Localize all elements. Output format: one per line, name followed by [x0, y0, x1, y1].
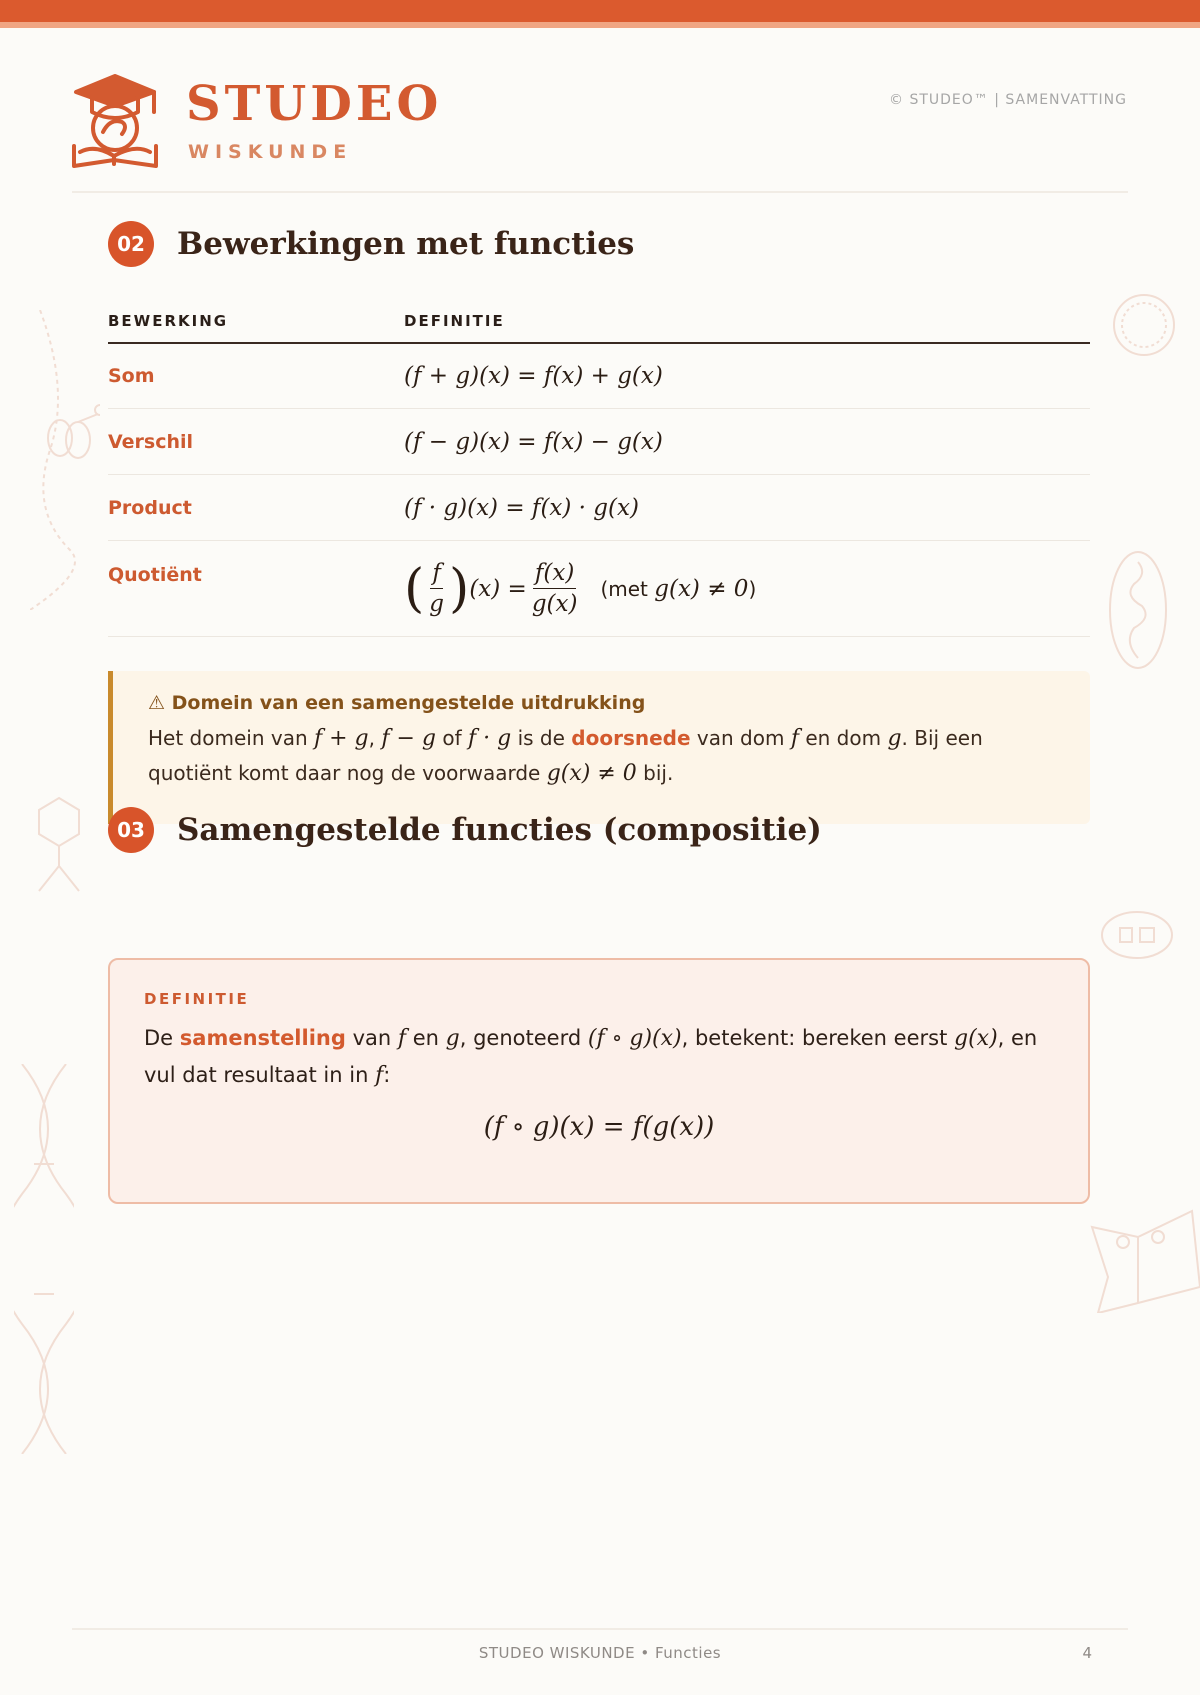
math: f + g: [313, 726, 369, 751]
section-number-badge: 02: [108, 221, 154, 267]
math: g(x) ≠ 0: [546, 761, 637, 786]
decorative-chip-icon: [1100, 910, 1174, 964]
operation-name: Product: [108, 496, 192, 519]
condition: [600, 576, 756, 602]
table-row: [108, 541, 1090, 637]
section-title: Samengestelde functies (compositie): [177, 812, 822, 848]
copyright-notice: © STUDEO™ | SAMENVATTING: [889, 92, 1127, 108]
warning-title: ⚠ Domein van een samengestelde uitdrukking: [148, 692, 646, 714]
column-header-definition: DEFINITIE: [404, 312, 505, 330]
highlight-term: doorsnede: [571, 726, 691, 750]
text: bij.: [643, 761, 674, 785]
top-accent-bar: [0, 0, 1200, 22]
math: (f ∘ g)(x): [587, 1026, 682, 1051]
decorative-map-icon: [1088, 1207, 1200, 1317]
math: g(x): [954, 1026, 998, 1051]
operation-name: Som: [108, 365, 155, 387]
table-row: [108, 409, 1090, 475]
paren-close: ): [449, 558, 470, 619]
brand-name: STUDEO: [186, 76, 443, 132]
highlight-term: samenstelling: [179, 1026, 346, 1050]
definition-body: [144, 1020, 1054, 1094]
operations-table: [108, 300, 1090, 637]
operation-formula: [404, 541, 1090, 636]
operation-name: Quotiënt: [108, 564, 202, 586]
condition-text: (met: [600, 576, 648, 601]
page-number: 4: [1082, 1644, 1092, 1662]
fraction-numerator: f: [430, 559, 443, 589]
text: . Bij een quotiënt komt daar nog de voorwaarde: [148, 726, 983, 785]
text: :: [383, 1063, 391, 1087]
brand-subtitle: WISKUNDE: [188, 141, 353, 163]
text: van: [352, 1026, 392, 1050]
header-divider: [72, 191, 1128, 193]
fraction-denominator: g: [429, 591, 445, 617]
decorative-dna-left-icon: [30, 310, 100, 614]
section-heading-02: [108, 221, 634, 267]
operation-formula: (f − g)(x) = f(x) − g(x): [404, 428, 663, 455]
decorative-helix-icon: [14, 1064, 74, 1458]
decorative-cell-icon: [1108, 550, 1168, 674]
text: en: [412, 1026, 439, 1050]
fraction: [530, 559, 580, 618]
formula-part: (x) =: [469, 575, 527, 602]
text: of: [442, 726, 462, 750]
footer-divider: [72, 1628, 1128, 1630]
graduation-book-logo-icon: [70, 72, 160, 168]
top-accent-stripe: [0, 22, 1200, 28]
definition-label: DEFINITIE: [144, 990, 250, 1008]
text: Het domein van: [148, 726, 308, 750]
text: is de: [517, 726, 565, 750]
text: De: [144, 1026, 174, 1050]
math: f: [790, 726, 799, 751]
table-row: [108, 475, 1090, 541]
column-header-operation: BEWERKING: [108, 312, 229, 330]
fraction: [427, 559, 446, 618]
table-row: [108, 344, 1090, 409]
paren-open: (: [404, 558, 425, 619]
operation-name: Verschil: [108, 430, 194, 453]
condition-close: ): [748, 576, 757, 601]
math: f: [397, 1026, 407, 1051]
math: f: [375, 1063, 384, 1088]
decorative-circle-icon: [1112, 293, 1176, 361]
math: f · g: [468, 726, 512, 751]
section-number-badge: 03: [108, 807, 154, 853]
operation-formula: (f + g)(x) = f(x) + g(x): [404, 363, 663, 389]
warning-body: [148, 721, 1060, 791]
text: ,: [368, 726, 375, 750]
text: en dom: [805, 726, 882, 750]
fraction-numerator: f(x): [533, 559, 576, 589]
math: g: [887, 726, 902, 751]
text: , genoteerd: [459, 1026, 582, 1050]
condition-math: g(x) ≠ 0: [654, 575, 749, 602]
decorative-molecule-icon: [34, 796, 84, 900]
section-title: Bewerkingen met functies: [177, 226, 635, 262]
definition-box: [108, 958, 1090, 1204]
composition-formula: (f ∘ g)(x) = f(g(x)): [483, 1112, 715, 1142]
operation-formula: (f · g)(x) = f(x) · g(x): [404, 494, 639, 521]
section-heading-03: [108, 807, 822, 853]
table-header-row: [108, 300, 1090, 344]
math: g: [445, 1026, 460, 1051]
fraction-denominator: g(x): [531, 591, 578, 617]
math: f − g: [381, 726, 437, 751]
text: , betekent: bereken eerst: [681, 1026, 948, 1050]
domain-warning-box: [108, 671, 1090, 824]
text: van dom: [696, 726, 785, 750]
footer-text: STUDEO WISKUNDE • Functies: [478, 1644, 722, 1662]
text: , en vul dat resultaat in in: [144, 1026, 1038, 1087]
